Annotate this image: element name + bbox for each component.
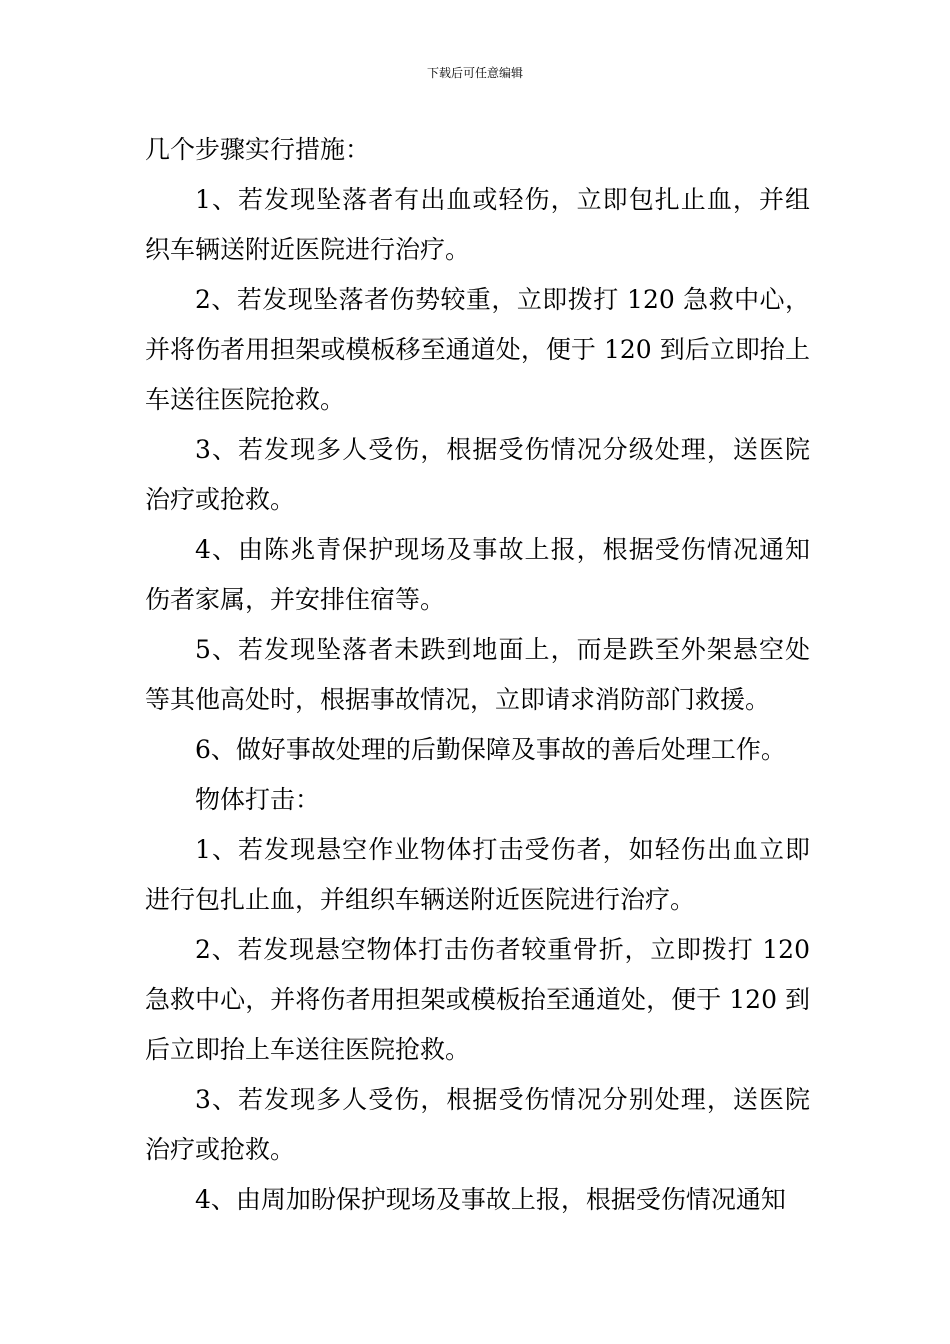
- paragraph-fall-step-6: 6、做好事故处理的后勤保障及事故的善后处理工作。: [195, 735, 786, 764]
- paragraph-intro: 几个步骤实行措施：: [145, 135, 371, 164]
- paragraph-strike-step-2: 2、若发现悬空物体打击伤者较重骨折，立即拨打 120 急救中心，并将伤者用担架或模板抬至通道处，便于 120 到后立即抬上车送往医院抢救。: [145, 935, 810, 1064]
- paragraph-strike-step-3: 3、若发现多人受伤，根据受伤情况分别处理，送医院治疗或抢救。: [145, 1085, 810, 1164]
- paragraph-fall-step-1: 1、若发现坠落者有出血或轻伤，立即包扎止血，并组织车辆送附近医院进行治疗。: [145, 185, 810, 264]
- paragraph-fall-step-4: 4、由陈兆青保护现场及事故上报，根据受伤情况通知伤者家属，并安排住宿等。: [145, 535, 810, 614]
- paragraph-fall-step-5: 5、若发现坠落者未跌到地面上，而是跌至外架悬空处等其他高处时，根据事故情况，立即请求消防部门救援。: [145, 635, 810, 714]
- paragraph-strike-step-1: 1、若发现悬空作业物体打击受伤者，如轻伤出血立即进行包扎止血，并组织车辆送附近医院进行治疗。: [145, 835, 810, 914]
- paragraph-strike-step-4: 4、由周加盼保护现场及事故上报，根据受伤情况通知: [195, 1185, 786, 1214]
- section-heading-object-strike: 物体打击：: [195, 785, 321, 814]
- document-body: [145, 125, 810, 1225]
- paragraph-fall-step-3: 3、若发现多人受伤，根据受伤情况分级处理，送医院治疗或抢救。: [145, 435, 810, 514]
- paragraph-fall-step-2: 2、若发现坠落者伤势较重，立即拨打 120 急救中心，并将伤者用担架或模板移至通道处，便于 120 到后立即抬上车送往医院抢救。: [145, 285, 810, 414]
- page-header: 下载后可任意编辑: [426, 66, 523, 80]
